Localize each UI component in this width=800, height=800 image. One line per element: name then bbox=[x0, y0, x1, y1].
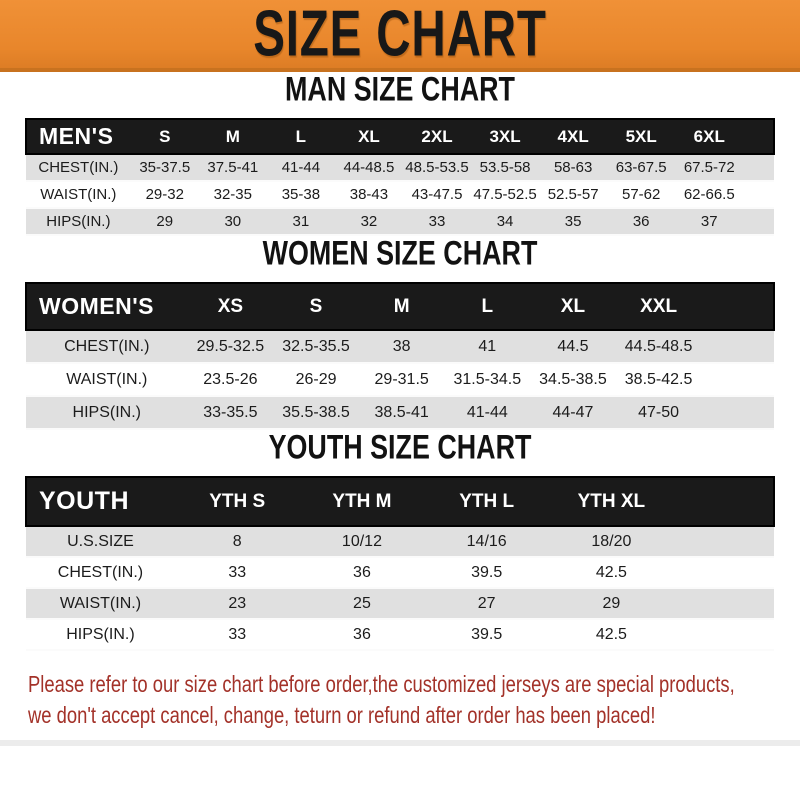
size-cell: 29-32 bbox=[131, 181, 199, 208]
size-cell: 36 bbox=[300, 619, 425, 650]
youth-size-table bbox=[25, 476, 775, 651]
size-cell: 38.5-41 bbox=[359, 396, 445, 429]
footer-note-line2: we don't accept cancel, change, teturn or refund after order has been placed! bbox=[28, 702, 656, 728]
column-header: M bbox=[199, 119, 267, 154]
size-cell: 29 bbox=[549, 588, 674, 619]
column-header: 4XL bbox=[539, 119, 607, 154]
size-cell: 52.5-57 bbox=[539, 181, 607, 208]
row-label: WAIST(IN.) bbox=[26, 363, 188, 396]
column-header: XXL bbox=[616, 283, 702, 330]
men-size-table bbox=[25, 118, 775, 236]
size-cell: 41-44 bbox=[444, 396, 530, 429]
size-cell: 42.5 bbox=[549, 619, 674, 650]
table-row bbox=[26, 526, 774, 557]
size-cell: 53.5-58 bbox=[471, 154, 539, 181]
row-label: HIPS(IN.) bbox=[26, 619, 175, 650]
men-section-title: MAN SIZE CHART bbox=[285, 69, 515, 109]
column-header: L bbox=[444, 283, 530, 330]
size-cell: 33 bbox=[175, 619, 300, 650]
column-header: XL bbox=[530, 283, 616, 330]
column-header: YTH S bbox=[175, 477, 300, 526]
size-cell: 38.5-42.5 bbox=[616, 363, 702, 396]
size-cell: 48.5-53.5 bbox=[403, 154, 471, 181]
youth-header-row bbox=[26, 477, 774, 526]
size-cell: 34.5-38.5 bbox=[530, 363, 616, 396]
size-cell: 37.5-41 bbox=[199, 154, 267, 181]
size-cell: 44.5-48.5 bbox=[616, 330, 702, 363]
row-label: WAIST(IN.) bbox=[26, 588, 175, 619]
table-row bbox=[26, 557, 774, 588]
size-cell: 29-31.5 bbox=[359, 363, 445, 396]
size-cell: 32 bbox=[335, 208, 403, 235]
footer-note-line1: Please refer to our size chart before order,the customized jerseys are special products, bbox=[28, 671, 735, 697]
size-cell: 43-47.5 bbox=[403, 181, 471, 208]
size-cell: 23 bbox=[175, 588, 300, 619]
row-filler bbox=[674, 588, 774, 619]
size-cell: 44.5 bbox=[530, 330, 616, 363]
youth-size-section bbox=[0, 427, 800, 651]
table-header-label: YOUTH bbox=[26, 477, 175, 526]
size-cell: 41-44 bbox=[267, 154, 335, 181]
row-label: U.S.SIZE bbox=[26, 526, 175, 557]
row-label: HIPS(IN.) bbox=[26, 396, 188, 429]
row-filler bbox=[674, 619, 774, 650]
table-header-label: MEN'S bbox=[26, 119, 131, 154]
size-cell: 62-66.5 bbox=[675, 181, 743, 208]
column-header: 6XL bbox=[675, 119, 743, 154]
row-filler bbox=[674, 526, 774, 557]
column-header: YTH XL bbox=[549, 477, 674, 526]
size-cell: 18/20 bbox=[549, 526, 674, 557]
size-cell: 33-35.5 bbox=[188, 396, 274, 429]
size-cell: 33 bbox=[403, 208, 471, 235]
column-header: YTH M bbox=[300, 477, 425, 526]
row-filler bbox=[674, 557, 774, 588]
size-cell: 26-29 bbox=[273, 363, 359, 396]
men-header-row bbox=[26, 119, 774, 154]
table-row bbox=[26, 154, 774, 181]
size-cell: 39.5 bbox=[424, 557, 549, 588]
size-cell: 47.5-52.5 bbox=[471, 181, 539, 208]
row-label: WAIST(IN.) bbox=[26, 181, 131, 208]
size-cell: 37 bbox=[675, 208, 743, 235]
banner bbox=[0, 0, 800, 72]
row-filler bbox=[701, 396, 774, 429]
page-title: SIZE CHART bbox=[253, 0, 547, 70]
row-label: CHEST(IN.) bbox=[26, 330, 188, 363]
table-row bbox=[26, 619, 774, 650]
column-header: 3XL bbox=[471, 119, 539, 154]
size-cell: 39.5 bbox=[424, 619, 549, 650]
size-cell: 36 bbox=[300, 557, 425, 588]
size-cell: 14/16 bbox=[424, 526, 549, 557]
size-cell: 63-67.5 bbox=[607, 154, 675, 181]
column-header: S bbox=[131, 119, 199, 154]
size-cell: 29 bbox=[131, 208, 199, 235]
table-row bbox=[26, 330, 774, 363]
size-cell: 33 bbox=[175, 557, 300, 588]
size-cell: 67.5-72 bbox=[675, 154, 743, 181]
table-row bbox=[26, 181, 774, 208]
table-row bbox=[26, 588, 774, 619]
row-label: HIPS(IN.) bbox=[26, 208, 131, 235]
size-cell: 58-63 bbox=[539, 154, 607, 181]
row-filler bbox=[743, 181, 774, 208]
column-header: S bbox=[273, 283, 359, 330]
size-cell: 44-48.5 bbox=[335, 154, 403, 181]
size-cell: 35 bbox=[539, 208, 607, 235]
size-cell: 8 bbox=[175, 526, 300, 557]
row-filler bbox=[701, 330, 774, 363]
row-label: CHEST(IN.) bbox=[26, 557, 175, 588]
size-cell: 36 bbox=[607, 208, 675, 235]
women-header-row bbox=[26, 283, 774, 330]
footer-note bbox=[28, 669, 800, 731]
bottom-divider bbox=[0, 740, 800, 746]
column-header: 5XL bbox=[607, 119, 675, 154]
size-cell: 38 bbox=[359, 330, 445, 363]
row-label: CHEST(IN.) bbox=[26, 154, 131, 181]
size-cell: 30 bbox=[199, 208, 267, 235]
column-header: M bbox=[359, 283, 445, 330]
size-cell: 32.5-35.5 bbox=[273, 330, 359, 363]
women-size-table bbox=[25, 282, 775, 430]
size-cell: 27 bbox=[424, 588, 549, 619]
column-header: L bbox=[267, 119, 335, 154]
women-section-title: WOMEN SIZE CHART bbox=[262, 233, 538, 273]
table-row bbox=[26, 363, 774, 396]
row-filler bbox=[743, 208, 774, 235]
size-cell: 10/12 bbox=[300, 526, 425, 557]
size-cell: 29.5-32.5 bbox=[188, 330, 274, 363]
size-cell: 32-35 bbox=[199, 181, 267, 208]
size-cell: 57-62 bbox=[607, 181, 675, 208]
row-filler bbox=[701, 363, 774, 396]
table-header-label: WOMEN'S bbox=[26, 283, 188, 330]
size-cell: 34 bbox=[471, 208, 539, 235]
size-cell: 31 bbox=[267, 208, 335, 235]
header-filler bbox=[743, 119, 774, 154]
column-header: XL bbox=[335, 119, 403, 154]
header-filler bbox=[674, 477, 774, 526]
column-header: XS bbox=[188, 283, 274, 330]
size-cell: 35-37.5 bbox=[131, 154, 199, 181]
size-cell: 35.5-38.5 bbox=[273, 396, 359, 429]
header-filler bbox=[701, 283, 774, 330]
size-cell: 35-38 bbox=[267, 181, 335, 208]
size-cell: 25 bbox=[300, 588, 425, 619]
table-row bbox=[26, 208, 774, 235]
column-header: 2XL bbox=[403, 119, 471, 154]
size-cell: 38-43 bbox=[335, 181, 403, 208]
size-cell: 31.5-34.5 bbox=[444, 363, 530, 396]
column-header: YTH L bbox=[424, 477, 549, 526]
men-size-section bbox=[0, 69, 800, 236]
size-cell: 47-50 bbox=[616, 396, 702, 429]
youth-section-title: YOUTH SIZE CHART bbox=[268, 427, 532, 467]
row-filler bbox=[743, 154, 774, 181]
women-size-section bbox=[0, 233, 800, 430]
size-cell: 23.5-26 bbox=[188, 363, 274, 396]
size-cell: 41 bbox=[444, 330, 530, 363]
size-cell: 44-47 bbox=[530, 396, 616, 429]
size-cell: 42.5 bbox=[549, 557, 674, 588]
table-row bbox=[26, 396, 774, 429]
